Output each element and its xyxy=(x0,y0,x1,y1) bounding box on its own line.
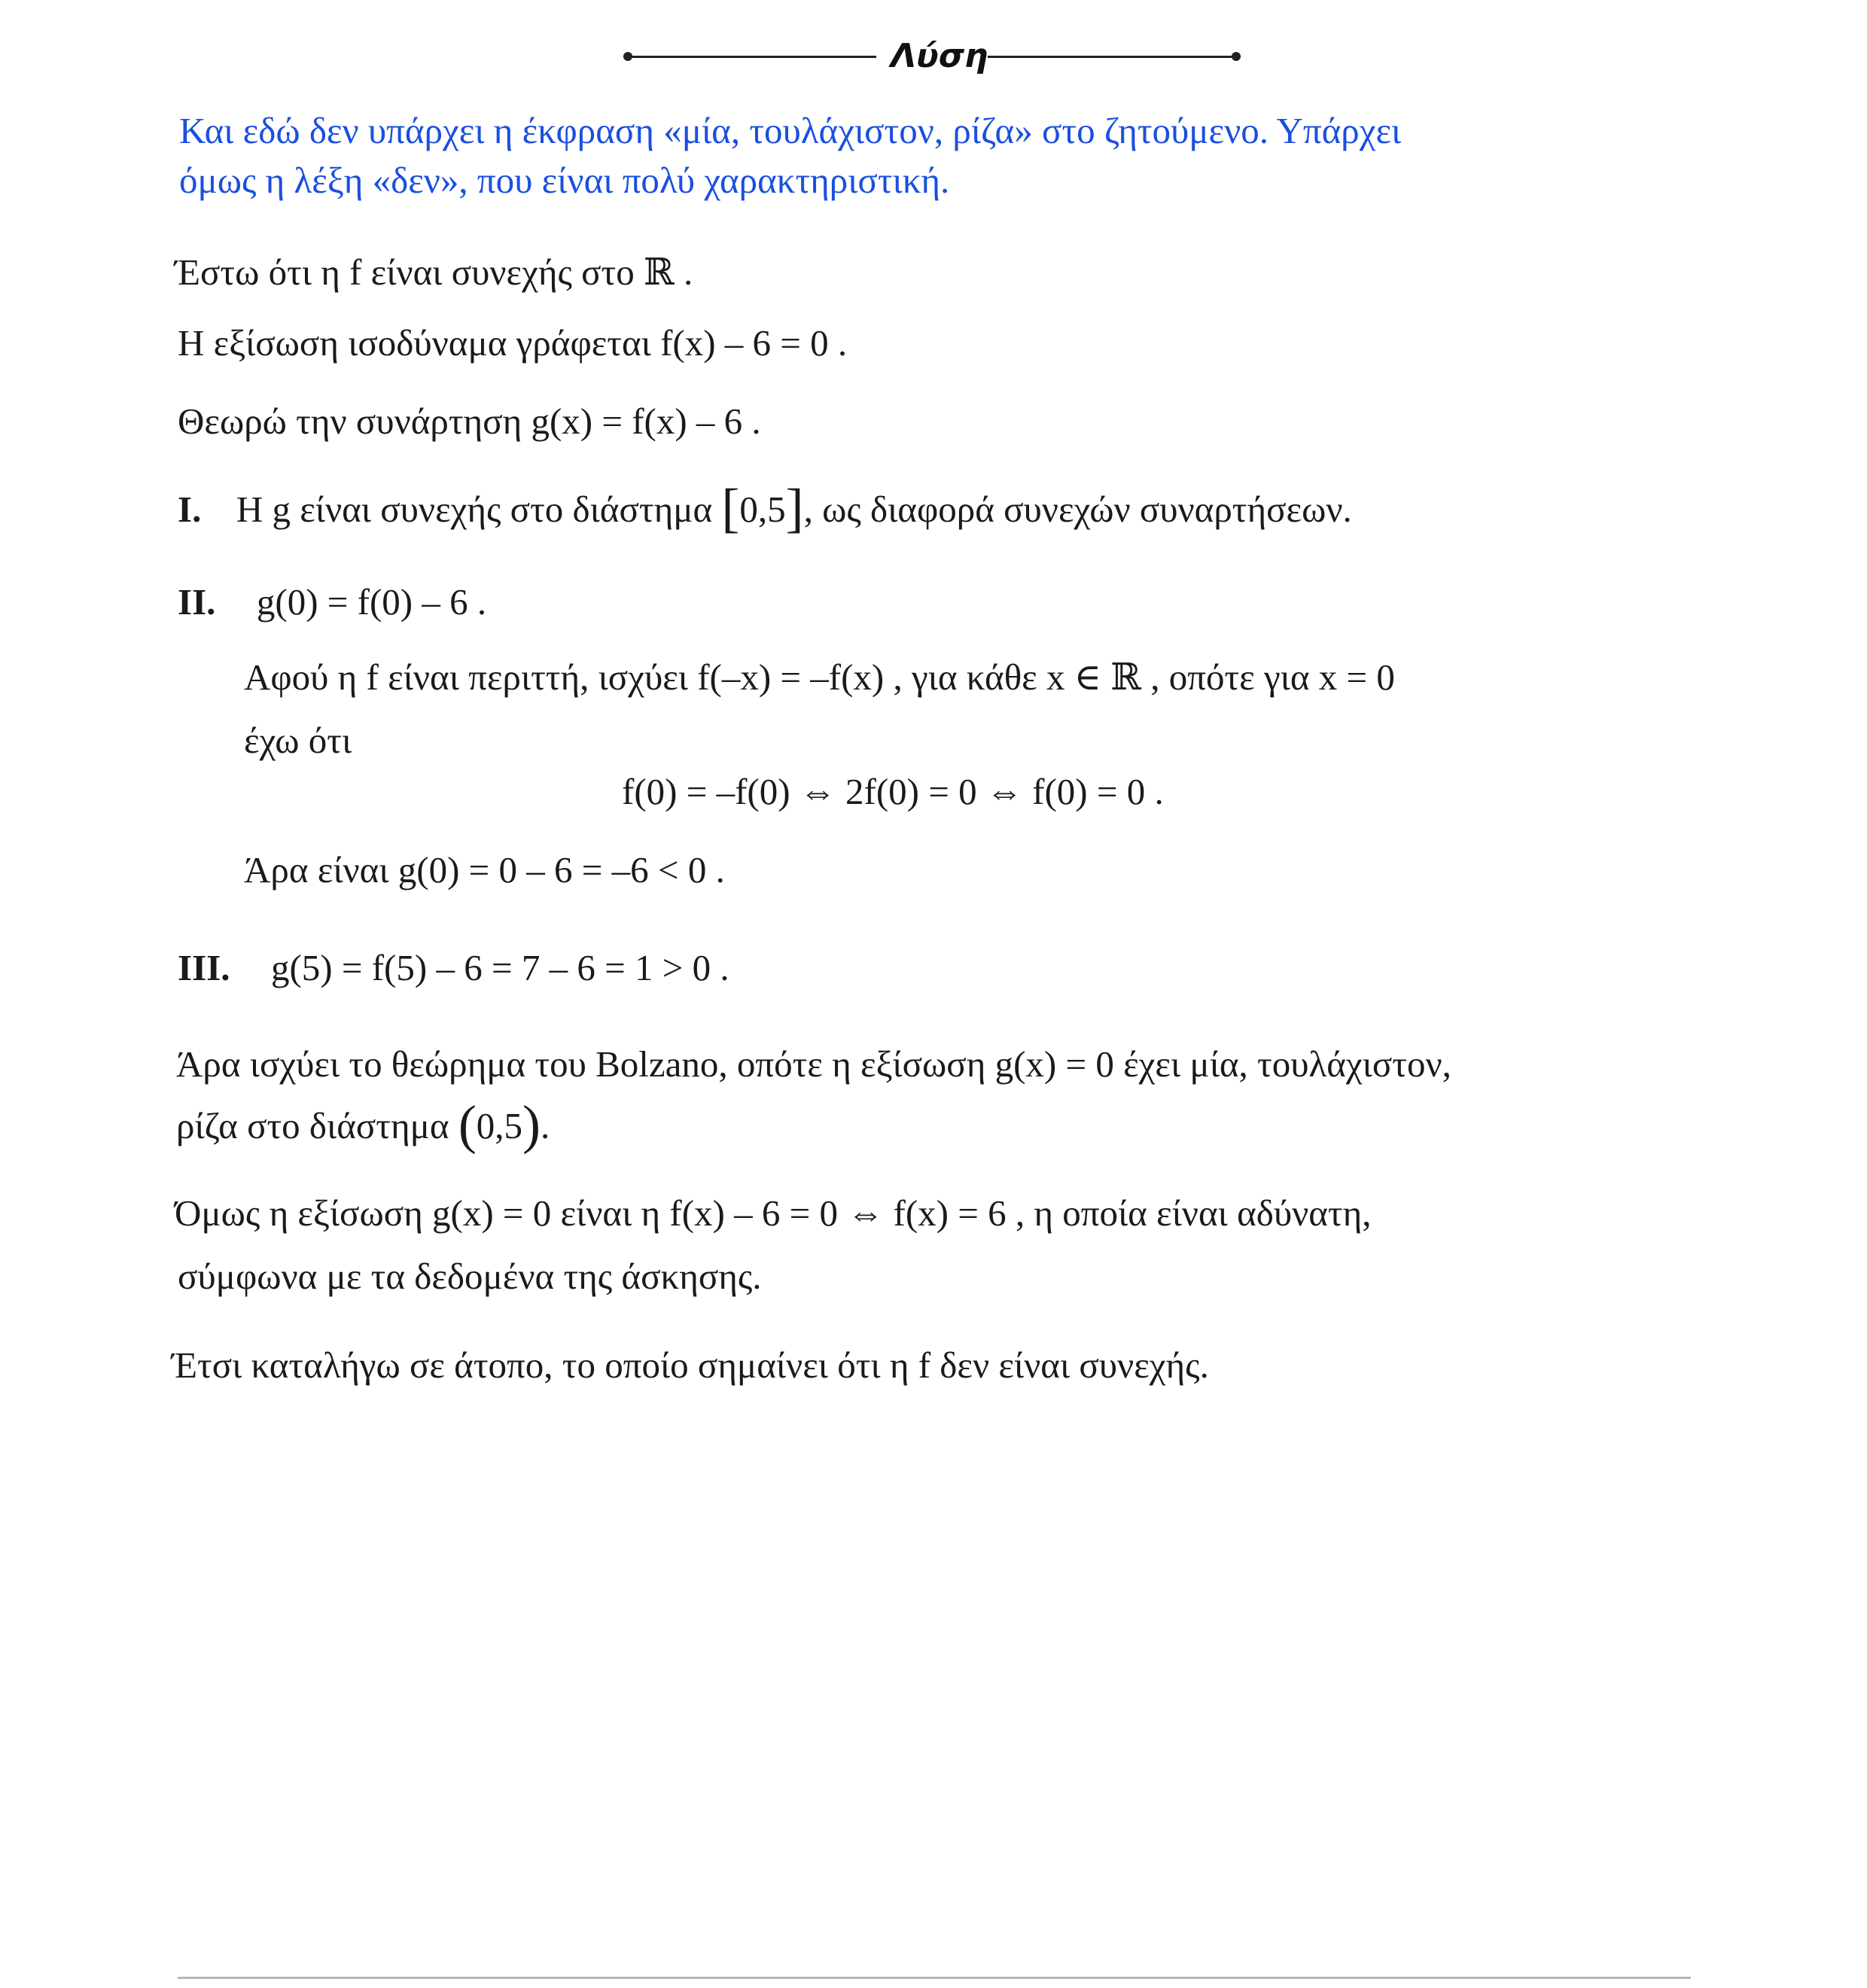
item-one-interval: 0,5 xyxy=(739,489,786,530)
paragraph-function-definition: Θεωρώ την συνάρτηση g(x) = f(x) – 6 . xyxy=(178,400,761,442)
conclusion-line-5: Έτσι καταλήγω σε άτοπο, το οποίο σημαίνει ότι η f δεν είναι συνεχής. xyxy=(172,1344,1209,1386)
item-one-open-bracket: [ xyxy=(721,478,740,538)
item-two-result: Άρα είναι g(0) = 0 – 6 = –6 < 0 . xyxy=(244,849,725,890)
item-one-close-bracket: ] xyxy=(785,478,804,538)
item-two-label: II. xyxy=(178,581,216,623)
conclusion-line-2-text: ρίζα στο διάστημα xyxy=(176,1105,449,1146)
heading-right-dot xyxy=(1232,52,1241,61)
item-two xyxy=(178,578,486,626)
intro-line-1: Και εδώ δεν υπάρχει η έκφραση «μία, τουλάχιστον, ρίζα» στο ζητούμενο. Υπάρχει xyxy=(179,110,1402,151)
footer-rule xyxy=(178,1977,1691,1979)
item-three-text: g(5) = f(5) – 6 = 7 – 6 = 1 > 0 . xyxy=(270,947,729,988)
intro-line-2: όμως η λέξη «δεν», που είναι πολύ χαρακτηριστική. xyxy=(179,160,950,201)
item-two-display-equation: f(0) = –f(0) ⇔ 2f(0) = 0 ⇔ f(0) = 0 . xyxy=(622,771,1164,812)
item-one xyxy=(178,478,1352,538)
item-one-text: Η g είναι συνεχής στο διάστημα xyxy=(236,489,713,530)
conclusion-line-4: σύμφωνα με τα δεδομένα της άσκησης. xyxy=(178,1256,762,1297)
conclusion-interval: 0,5 xyxy=(476,1105,523,1146)
conclusion-line-2 xyxy=(176,1094,550,1155)
heading-title: Λύση xyxy=(891,37,988,75)
item-two-explanation-line-2: έχω ότι xyxy=(244,720,352,761)
item-one-label: I. xyxy=(178,489,202,530)
item-two-explanation-line-1: Αφού η f είναι περιττή, ισχύει f(–x) = –f(x) , για κάθε x ∈ ℝ , οπότε για x = 0 xyxy=(244,656,1395,698)
paragraph-equation: Η εξίσωση ισοδύναμα γράφεται f(x) – 6 = 0 . xyxy=(178,322,848,364)
section-heading xyxy=(623,30,1241,83)
conclusion-close-paren: ) xyxy=(522,1094,541,1155)
conclusion-open-paren: ( xyxy=(458,1094,477,1155)
conclusion-period: . xyxy=(541,1105,550,1146)
conclusion-line-3: Όμως η εξίσωση g(x) = 0 είναι η f(x) – 6 = 0 ⇔ f(x) = 6 , η οποία είναι αδύνατη, xyxy=(175,1192,1372,1234)
paragraph-assumption: Έστω ότι η f είναι συνεχής στο ℝ . xyxy=(175,251,693,293)
item-one-text-after: , ως διαφορά συνεχών συναρτήσεων. xyxy=(803,489,1352,530)
item-three-label: III. xyxy=(178,947,230,988)
item-two-text: g(0) = f(0) – 6 . xyxy=(256,581,487,623)
item-three xyxy=(178,944,729,992)
heading-left-rule xyxy=(628,56,876,58)
conclusion-line-1: Άρα ισχύει το θεώρημα του Bolzano, οπότε η εξίσωση g(x) = 0 έχει μία, τουλάχιστον, xyxy=(176,1043,1451,1085)
heading-right-rule xyxy=(988,56,1236,58)
